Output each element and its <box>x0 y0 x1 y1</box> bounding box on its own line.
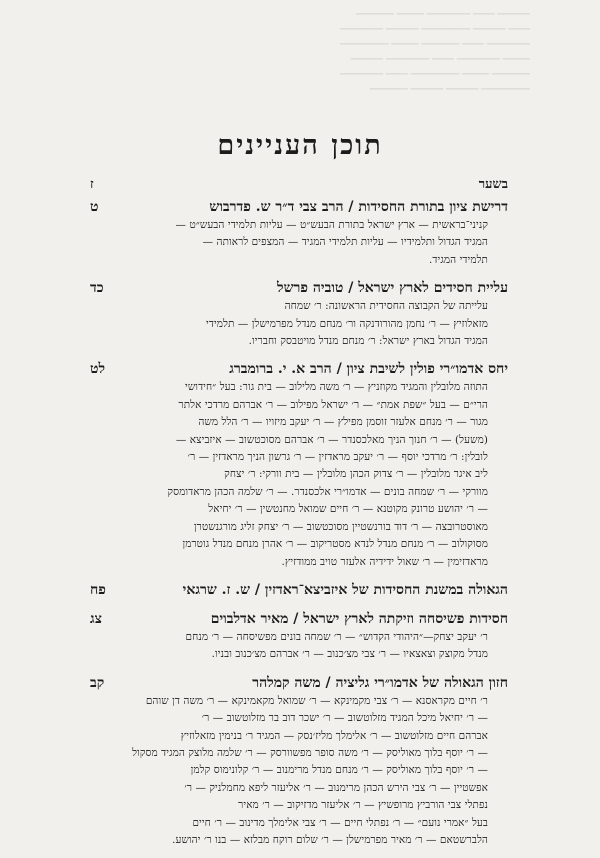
page-header: ז <box>90 177 94 192</box>
column-header <box>90 176 508 194</box>
entry-description <box>90 298 488 350</box>
page-number: ט <box>90 199 99 215</box>
description-line: הלברשטאם — ר׳ מאיר מפרמישלן — ר׳ שלום רוקח מבלזא — בנו ר׳ יהושע. <box>172 833 488 846</box>
description-line: — ר׳ יהושע טרונק מקוטנא — ר׳ חיים שמואל מחנטשין — ר׳ יחיאל <box>208 503 488 516</box>
description-line: עלייתה של הקבוצה החסידית הראשונה: ר׳ שמחה <box>284 300 488 313</box>
toc-entry <box>90 359 508 570</box>
entry-title[interactable] <box>90 580 508 600</box>
page-number: לט <box>90 361 106 378</box>
description-line: מסוקולוב — ר׳ מנחם מנדל לנדא מסטריקוב — ר׳ אהרן מנחם מנדל גוטרמן <box>182 538 488 551</box>
description-line: מזאלוזיץ — ר׳ נחמן מהורודנקה ור׳ מנחם מנדל מפרמישלן — תלמידי <box>206 317 488 330</box>
description-line: תלמידי המגיד. <box>429 253 488 266</box>
toc-entry <box>90 580 508 600</box>
description-line: מראדזימין — ר׳ שאול ידידיה אלעזר טויב ממודזיץ. <box>281 555 488 568</box>
entry-title-text: עליית חסידים לארץ ישראל / טוביה פרשל <box>277 280 508 297</box>
entry-title-text: הגאולה במשנת החסידות של איזביצא־ראדזין / ש. ז. שרגאי <box>182 581 508 598</box>
entry-title[interactable] <box>90 278 508 298</box>
description-line: מאוסטרובצה — ר׳ דוד בורנשטיין מסוכטשוב — ר׳ יצחק זליג מורגנשטרן <box>193 520 488 533</box>
section-header: בשער <box>478 177 508 192</box>
entry-description <box>90 629 488 664</box>
description-line: המגיד הגדול ותלמידיו — עליות תלמידי המגיד — המצפים לראותה — <box>202 236 488 249</box>
toc-entry <box>90 609 508 664</box>
page-number: צג <box>90 610 102 627</box>
description-line: מגור — ר׳ מנחם אלעזר זוסמן מפילץ — ר׳ יעקב מיזויו — ר׳ הלל משה <box>198 416 488 429</box>
description-line: קניני־בראשית — ארץ ישראל בתורת הבעש״ט — עליות תלמידי הבעש״ט — <box>175 219 488 231</box>
description-line: ר׳ יעקב יצחק—״היהודי הקדוש״ — ר׳ שמחה בונים מפשיסחה — ר׳ מנחם <box>185 630 488 643</box>
description-line: מוורקי — ר׳ שמחה בונים — אדמו״רי אלכסנדר. — ר׳ שלמה הכהן מראדומסק <box>167 485 488 498</box>
page-number: קב <box>90 674 105 691</box>
entry-title[interactable] <box>90 359 508 379</box>
description-line: אפשטיין — ר׳ צבי הירש הכהן מרימנוב — ר׳ אליעזר ליפא מחמלניק — ר׳ <box>184 781 488 794</box>
description-line: הרי״ם — בעל ״שפת אמת״ — ר׳ ישראל מפילוב — ר׳ אברהם מרדכי אלתר <box>178 398 488 411</box>
description-line: — ר׳ יוסף בלוך מאוליסק — ר׳ מנחם מנדל מרימנוב — ר׳ קלונימוס קלמן <box>190 764 488 777</box>
description-line: ר׳ חיים מקראסנא — ר׳ צבי מקמינקא — ר׳ שמואל מקאמינקא — ר׳ משה דן שוהם <box>145 694 488 707</box>
entry-title[interactable] <box>90 609 508 629</box>
toc-entry <box>90 278 508 350</box>
description-line: בעל ״אמרי נועם״ — ר׳ נפתלי חיים — ר׳ צבי אלימלך מדינוב — ר׳ חיים <box>192 816 488 829</box>
description-line: (משעל) — ר׳ חנוך הניך מאלכסנדר — ר׳ אברהם מסוכטשוב — איזביצא — <box>175 433 488 446</box>
description-line: — ר׳ יוסף בלוך מאוליסק — ר׳ משה סופר מפשוורסק — ר׳ שלמה מלוצק המגיד מסקול <box>132 746 488 759</box>
description-line: אברהם חיים מזלוטשוב — ר׳ אלימלך מליז׳נסק — המגיד ר׳ בנימין מזאלוזיץ <box>180 729 488 742</box>
toc-entry <box>90 197 508 269</box>
entry-title-text: חסידות פשיסחה וזיקתה לארץ ישראל / מאיר אדלבוים <box>210 610 508 627</box>
entry-title-text: דרישת ציון בתורת החסידות / הרב צבי ד״ר ש. פדרבוש <box>209 199 508 215</box>
page-number: כד <box>90 280 104 297</box>
description-line: לובלין: ר׳ מרדכי יוסף — ר׳ יעקב מראדזין — ר׳ גרשון הניך מראדזין — ר׳ <box>187 451 488 464</box>
entry-description <box>90 693 488 850</box>
description-line: התוזה מלובלין והמגיד מקוזניץ — ר׳ משה מלילוב — בית גור: בעל ״חידושי <box>185 381 488 394</box>
page-title: תוכן העניינים <box>217 130 383 161</box>
description-line: המגיד הגדול בארץ ישראל: ר׳ מנחם מנדל מויטבסק וחבריו. <box>248 335 488 348</box>
entry-title-text: יחס אדמו״רי פולין לשיבת ציון / הרב א. י. ברומברג <box>229 361 508 378</box>
entry-title[interactable] <box>90 673 508 693</box>
entry-description <box>90 379 488 570</box>
page-number: פח <box>90 581 106 598</box>
entry-title[interactable] <box>90 197 508 217</box>
show-through-text: ━━━━━━ ━━━━ ━━━━━━━━ ━━━━━ ━━━━━━━ ━━━━ ━━━━━━ ━━━━━━━━━ ━━━━━━ ━━━━━━━━ ━━━━━━━━ ━━━━ ━━━━━━━ ━━━━━ ━━━━━━━━━ ━━━━━ ━━━━━━━━ ━━━━ ━━━━━━━━ ━━━━━━ ━━━━━━━ ━━━━━ ━━━━━━━━━ ━━━━ ━━━━━━━━ ━━━━━━━━━ ━━━━━━ ━━━━━━ ━━━━━━━ <box>339 10 530 95</box>
description-line: מנדל מקוצק וצאצאיו — ר׳ צבי מצ׳כנוב — ר׳ אברהם מצ׳כנוב ובניו. <box>211 648 488 661</box>
toc-list <box>90 197 508 858</box>
entry-description <box>90 217 488 269</box>
description-line: — ר׳ יחיאל מיכל המגיד מזלוטשוב — ר׳ ישכר דוב בר מזלוטשוב — ר׳ <box>201 712 488 725</box>
entry-title-text: חזון הגאולה של אדמו״רי גליציה / משה קמלהר <box>252 674 508 691</box>
description-line: ליב איגר מלובלין — ר׳ צדוק הכהן מלובלין — בית וורקי: ר׳ יצחק <box>224 468 488 481</box>
toc-entry <box>90 673 508 850</box>
description-line: נפתלי צבי הורביץ מרופשיץ — ר׳ אליעזר מדזיקוב — ר׳ מאיר <box>238 799 488 812</box>
